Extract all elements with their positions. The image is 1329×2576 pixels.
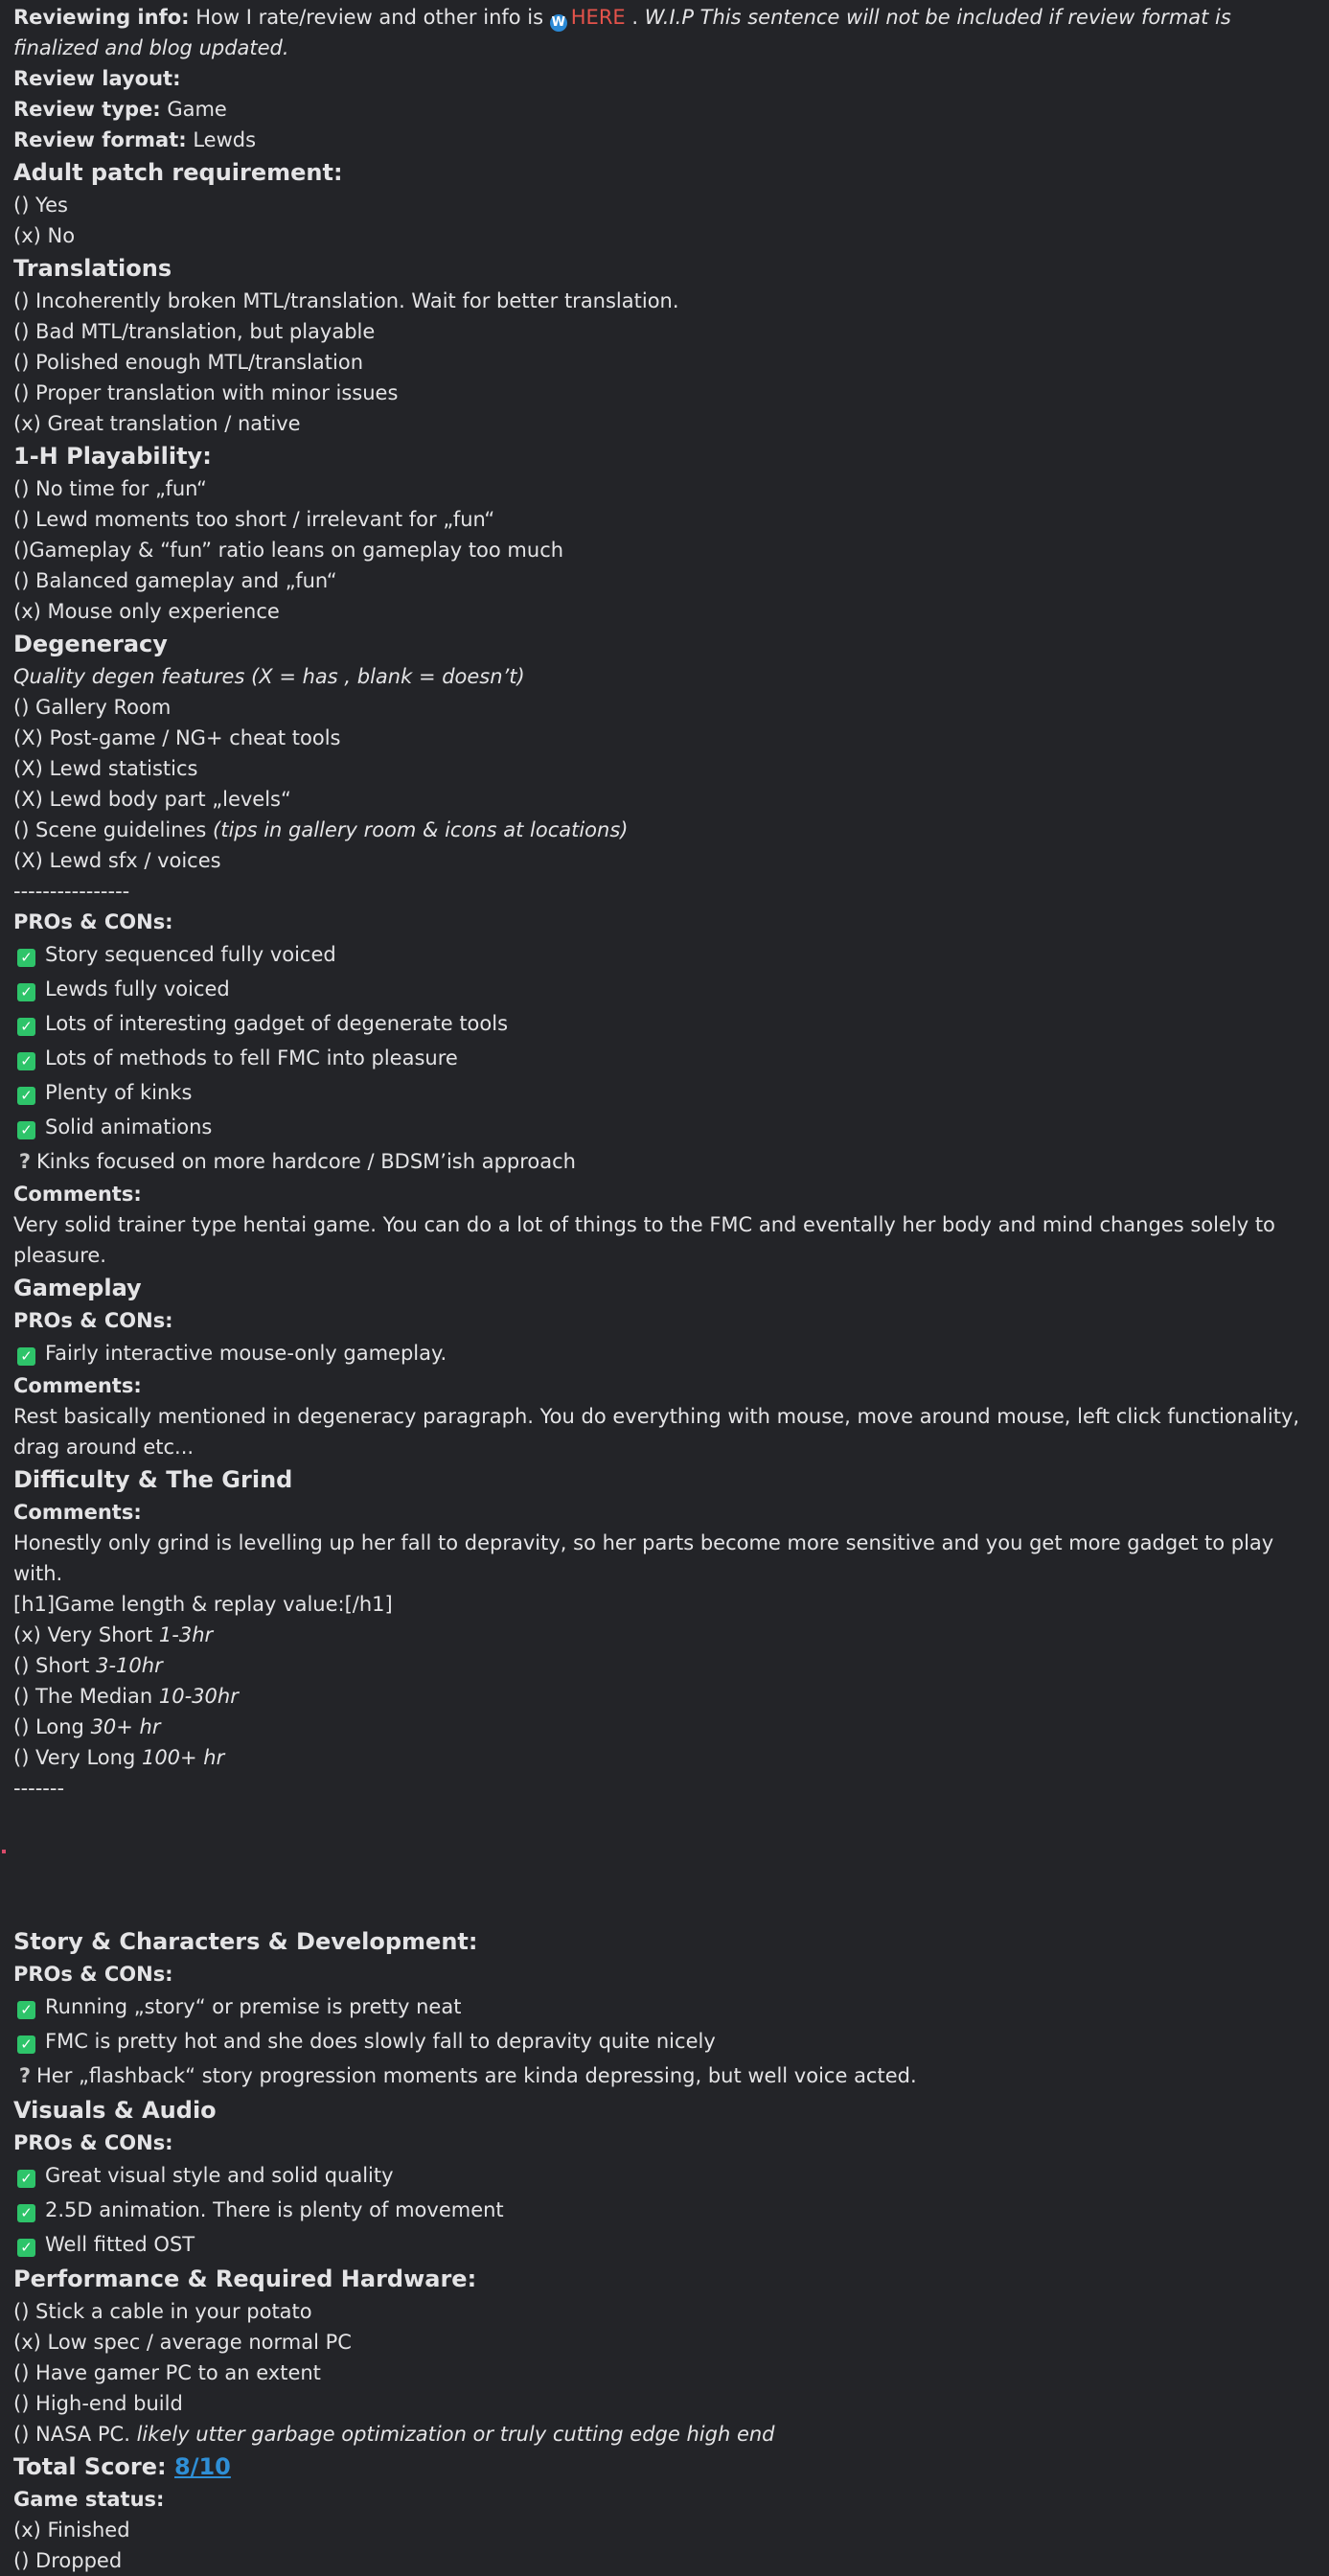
- pro-text: Lots of methods to fell FMC into pleasure: [45, 1046, 458, 1070]
- comments-text: Honestly only grind is levelling up her fall to depravity, so her parts become more sensitive and you get more gadget to play with.: [13, 1531, 1274, 1585]
- reviewing-info-text: How I rate/review and other info is: [189, 6, 550, 29]
- game-status-label: Game status:: [13, 2488, 165, 2511]
- wip-note: W.I.P This sentence will not be included if review format is finalized and blog updated.: [13, 6, 1231, 59]
- length-option: [13, 1620, 1316, 1650]
- translation-option: () Incoherently broken MTL/translation. Wait for better translation.: [13, 289, 679, 312]
- comments-label: Comments:: [13, 1501, 142, 1524]
- pro-item: [13, 1990, 1316, 2024]
- degen-feature: (X) Lewd statistics: [13, 757, 198, 780]
- story-heading: Story & Characters & Development:: [13, 1928, 478, 1955]
- playability-option: () Balanced gameplay and „fun“: [13, 569, 337, 592]
- length-option-range: 3-10hr: [96, 1654, 163, 1677]
- pro-item: [13, 1041, 1316, 1075]
- pros-cons-label: PROs & CONs:: [13, 1963, 173, 1986]
- here-link[interactable]: HERE: [570, 6, 626, 29]
- review-layout-label: Review layout:: [13, 67, 181, 90]
- visuals-heading: Visuals & Audio: [13, 2097, 217, 2124]
- pro-text: Solid animations: [45, 1116, 213, 1138]
- performance-option: (x) Low spec / average normal PC: [13, 2331, 352, 2354]
- nasa-label: () NASA PC.: [13, 2423, 137, 2446]
- check-icon: ✓: [17, 983, 35, 1001]
- playability-option: ()Gameplay & “fun” ratio leans on gameplay too much: [13, 539, 564, 562]
- wordpress-icon[interactable]: W: [551, 15, 565, 30]
- playability-option: () No time for „fun“: [13, 477, 207, 500]
- length-option-range: 10-30hr: [158, 1685, 239, 1708]
- degen-feature: (X) Lewd sfx / voices: [13, 849, 221, 872]
- review-type-label: Review type:: [13, 98, 161, 121]
- pro-item: [13, 972, 1316, 1006]
- nasa-note: likely utter garbage optimization or truly cutting edge high end: [136, 2423, 775, 2446]
- pro-text: Lewds fully voiced: [45, 978, 230, 1000]
- scene-guidelines-note: (tips in gallery room & icons at locations): [213, 818, 629, 841]
- review-format-value: Lewds: [186, 128, 257, 151]
- total-score-label: Total Score:: [13, 2453, 174, 2480]
- reviewing-info: [13, 2, 1316, 63]
- check-icon: ✓: [17, 2170, 35, 2188]
- check-icon: ✓: [17, 949, 35, 967]
- check-icon: ✓: [17, 1052, 35, 1070]
- playability-option: () Lewd moments too short / irrelevant for „fun“: [13, 508, 495, 531]
- length-option: [13, 1742, 1316, 1773]
- neutral-item: [13, 2058, 1316, 2093]
- total-score: [13, 2450, 1316, 2484]
- length-option: [13, 1681, 1316, 1712]
- game-status-option: () Dropped: [13, 2549, 123, 2572]
- review-type: [13, 94, 1316, 125]
- pro-text: Great visual style and solid quality: [45, 2164, 394, 2187]
- pros-cons-label: PROs & CONs:: [13, 2131, 173, 2154]
- length-option-label: () Very Long: [13, 1746, 142, 1769]
- check-icon: ✓: [17, 2204, 35, 2222]
- length-option-range: 100+ hr: [141, 1746, 225, 1769]
- reviewing-info-after: .: [625, 6, 645, 29]
- degen-feature: (X) Post-game / NG+ cheat tools: [13, 726, 341, 749]
- performance-heading: Performance & Required Hardware:: [13, 2266, 477, 2292]
- adult-patch-heading: Adult patch requirement:: [13, 159, 343, 186]
- degeneracy-subtitle: Quality degen features (X = has , blank = doesn’t): [13, 665, 525, 688]
- adult-patch-option: (x) No: [13, 224, 76, 247]
- blank-spacer: [13, 1804, 1316, 1924]
- check-icon: ✓: [17, 2239, 35, 2257]
- performance-option: () Have gamer PC to an extent: [13, 2361, 321, 2384]
- pros-cons-label: PROs & CONs:: [13, 1309, 173, 1332]
- total-score-link[interactable]: 8/10: [174, 2453, 231, 2480]
- degen-feature: (X) Lewd body part „levels“: [13, 788, 291, 811]
- neutral-item: [13, 1144, 1316, 1179]
- check-icon: ✓: [17, 1087, 35, 1105]
- length-option: [13, 1650, 1316, 1681]
- difficulty-heading: Difficulty & The Grind: [13, 1466, 293, 1493]
- pro-text: Well fitted OST: [45, 2233, 195, 2256]
- question-icon: ?: [18, 1150, 32, 1173]
- pro-text: Plenty of kinks: [45, 1081, 193, 1104]
- pro-item: [13, 1110, 1316, 1144]
- pro-item: [13, 1336, 1316, 1370]
- degen-feature-scene-guidelines: [13, 815, 1316, 845]
- neutral-text: Kinks focused on more hardcore / BDSM’ish approach: [36, 1150, 576, 1173]
- pro-item: [13, 2193, 1316, 2227]
- gameplay-heading: Gameplay: [13, 1275, 142, 1301]
- performance-option: () Stick a cable in your potato: [13, 2300, 312, 2323]
- pro-text: 2.5D animation. There is plenty of movement: [45, 2198, 504, 2221]
- game-status-option: (x) Finished: [13, 2518, 130, 2542]
- scene-guidelines-label: () Scene guidelines: [13, 818, 214, 841]
- length-option-label: () Short: [13, 1654, 97, 1677]
- adult-patch-option: () Yes: [13, 194, 68, 217]
- degeneracy-heading: Degeneracy: [13, 631, 168, 657]
- pro-text: Running „story“ or premise is pretty neat: [45, 1995, 462, 2018]
- spacer-mark: [2, 1850, 6, 1853]
- playability-heading: 1-H Playability:: [13, 443, 212, 470]
- translation-option: () Proper translation with minor issues: [13, 381, 399, 404]
- review-format-label: Review format:: [13, 128, 187, 151]
- length-option-range: 30+ hr: [90, 1715, 161, 1738]
- reviewing-info-label: Reviewing info:: [13, 6, 190, 29]
- comments-text: Rest basically mentioned in degeneracy paragraph. You do everything with mouse, move around mouse, left click functionality, drag around etc...: [13, 1405, 1300, 1459]
- translation-option: (x) Great translation / native: [13, 412, 301, 435]
- degen-feature: () Gallery Room: [13, 696, 172, 719]
- check-icon: ✓: [17, 1121, 35, 1139]
- length-raw-heading: [h1]Game length & replay value:[/h1]: [13, 1593, 393, 1616]
- pro-item: [13, 1075, 1316, 1110]
- separator: ----------------: [13, 880, 130, 903]
- pro-text: Lots of interesting gadget of degenerate tools: [45, 1012, 509, 1035]
- length-option-label: () Long: [13, 1715, 91, 1738]
- review-type-value: Game: [160, 98, 227, 121]
- comments-label: Comments:: [13, 1183, 142, 1206]
- question-icon: ?: [18, 2064, 32, 2087]
- pros-cons-label: PROs & CONs:: [13, 910, 173, 933]
- check-icon: ✓: [17, 1018, 35, 1036]
- comments-label: Comments:: [13, 1374, 142, 1397]
- length-option-range: 1-3hr: [158, 1623, 214, 1646]
- comments-text: Very solid trainer type hentai game. You can do a lot of things to the FMC and eventally her body and mind changes solely to pleasure.: [13, 1213, 1275, 1267]
- length-option: [13, 1712, 1316, 1742]
- pro-item: [13, 937, 1316, 972]
- pro-item: [13, 1006, 1316, 1041]
- performance-option-nasa: [13, 2419, 1316, 2450]
- length-option-label: () The Median: [13, 1685, 159, 1708]
- check-icon: ✓: [17, 2001, 35, 2019]
- pro-text: FMC is pretty hot and she does slowly fall to depravity quite nicely: [45, 2030, 716, 2053]
- translations-heading: Translations: [13, 255, 172, 282]
- check-icon: ✓: [17, 1347, 35, 1366]
- separator: -------: [13, 1777, 65, 1800]
- translation-option: () Bad MTL/translation, but playable: [13, 320, 376, 343]
- pro-item: [13, 2227, 1316, 2262]
- length-option-label: (x) Very Short: [13, 1623, 159, 1646]
- pro-text: Story sequenced fully voiced: [45, 943, 336, 966]
- translation-option: () Polished enough MTL/translation: [13, 351, 364, 374]
- pro-item: [13, 2024, 1316, 2058]
- playability-option: (x) Mouse only experience: [13, 600, 280, 623]
- performance-option: () High-end build: [13, 2392, 183, 2415]
- pro-item: [13, 2158, 1316, 2193]
- review-format: [13, 125, 1316, 155]
- check-icon: ✓: [17, 2036, 35, 2054]
- neutral-text: Her „flashback“ story progression moments are kinda depressing, but well voice acted.: [36, 2064, 917, 2087]
- pro-text: Fairly interactive mouse-only gameplay.: [45, 1342, 447, 1365]
